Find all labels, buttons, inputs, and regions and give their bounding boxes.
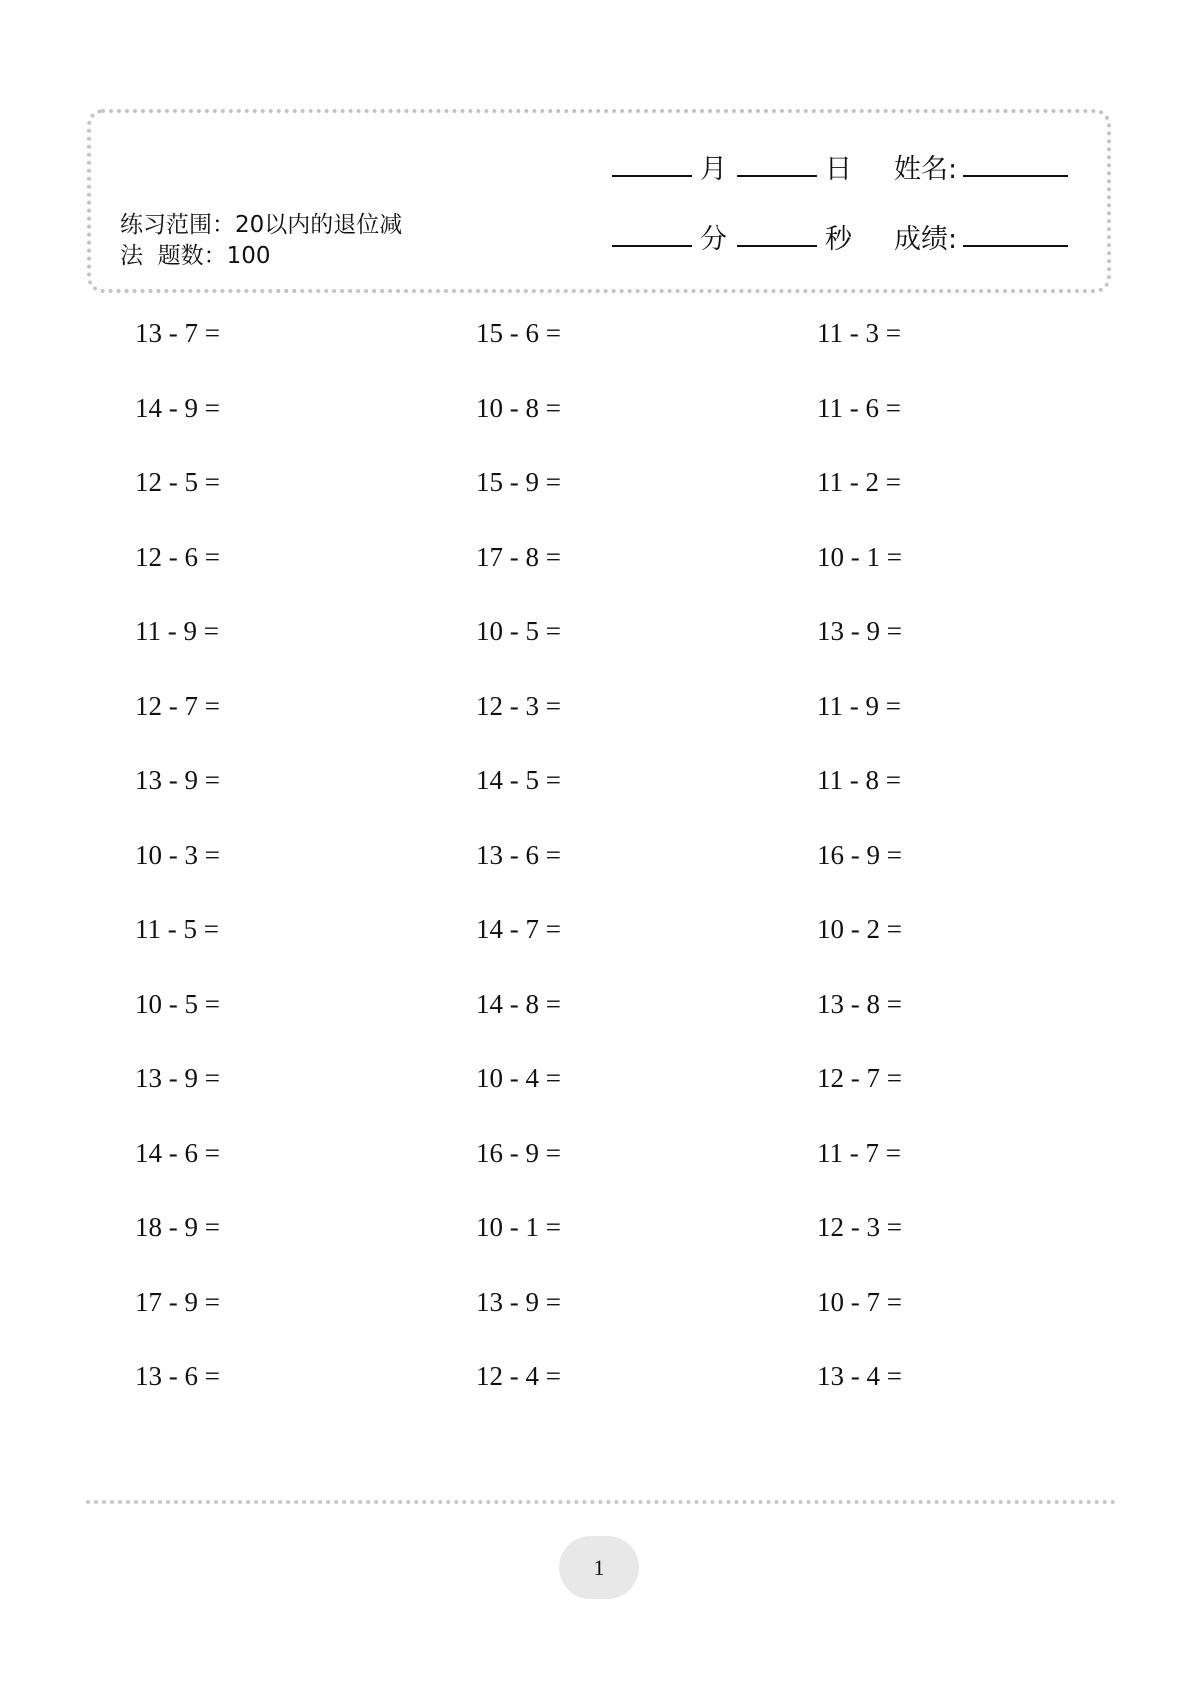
problem: 11 - 6 = — [817, 392, 901, 423]
date-name-row — [612, 146, 1068, 186]
problem: 14 - 9 = — [135, 392, 220, 423]
problem: 17 - 9 = — [135, 1286, 220, 1317]
problem: 13 - 9 = — [476, 1286, 561, 1317]
problem: 18 - 9 = — [135, 1212, 220, 1242]
problem: 12 - 3 = — [817, 1212, 902, 1242]
problem-row — [0, 984, 1191, 1059]
problem-row — [0, 835, 1191, 910]
range-line-2: 法 题数：100 — [120, 243, 271, 269]
problem-row — [0, 1058, 1191, 1133]
problem-row — [0, 1356, 1191, 1431]
problem: 11 - 5 = — [135, 914, 219, 944]
problem-row — [0, 313, 1191, 388]
problem: 11 - 9 = — [135, 616, 219, 646]
problem: 15 - 6 = — [476, 318, 561, 348]
problem: 13 - 7 = — [135, 318, 220, 348]
practice-range-info — [120, 210, 430, 272]
problem: 10 - 8 = — [476, 392, 561, 423]
problem: 13 - 6 = — [476, 839, 561, 870]
problem: 14 - 7 = — [476, 914, 561, 944]
problem: 11 - 3 = — [817, 318, 901, 348]
problem-row — [0, 1133, 1191, 1208]
problem: 10 - 3 = — [135, 839, 220, 870]
problem: 12 - 7 = — [817, 1063, 902, 1093]
problem-row — [0, 1207, 1191, 1282]
footer-divider — [86, 1500, 1116, 1504]
second-label: 秒 — [825, 224, 852, 255]
problem: 14 - 8 = — [476, 988, 561, 1019]
problem: 13 - 8 = — [817, 988, 902, 1019]
problem-row — [0, 537, 1191, 612]
second-blank[interactable] — [737, 245, 817, 247]
problem: 13 - 9 = — [135, 765, 220, 795]
problem-row — [0, 611, 1191, 686]
problem: 13 - 4 = — [817, 1361, 902, 1391]
minute-label: 分 — [700, 224, 727, 255]
problem: 12 - 3 = — [476, 690, 561, 721]
problem: 15 - 9 = — [476, 467, 561, 497]
problem: 10 - 2 = — [817, 914, 902, 944]
problem-grid — [0, 313, 1191, 1431]
minute-blank[interactable] — [612, 245, 692, 247]
problem: 12 - 4 = — [476, 1361, 561, 1391]
problem: 10 - 1 = — [817, 541, 902, 572]
problem-row — [0, 760, 1191, 835]
problem-row — [0, 388, 1191, 463]
problem: 17 - 8 = — [476, 541, 561, 572]
problem: 11 - 9 = — [817, 690, 901, 721]
problem: 13 - 9 = — [817, 616, 902, 646]
page-number: 1 — [559, 1536, 639, 1599]
problem-row — [0, 909, 1191, 984]
month-blank[interactable] — [612, 175, 692, 177]
problem: 11 - 8 = — [817, 765, 901, 795]
day-blank[interactable] — [737, 175, 817, 177]
problem: 12 - 5 = — [135, 467, 220, 497]
problem: 10 - 7 = — [817, 1286, 902, 1317]
problem: 14 - 6 = — [135, 1137, 220, 1168]
problem: 12 - 6 = — [135, 541, 220, 572]
time-score-row — [612, 216, 1068, 256]
problem: 14 - 5 = — [476, 765, 561, 795]
problem: 13 - 9 = — [135, 1063, 220, 1093]
name-blank[interactable] — [963, 175, 1068, 177]
problem-row — [0, 686, 1191, 761]
problem: 11 - 7 = — [817, 1137, 901, 1168]
range-line-1: 练习范围：20以内的退位减 — [120, 212, 403, 238]
problem-row — [0, 1282, 1191, 1357]
problem: 10 - 4 = — [476, 1063, 561, 1093]
problem: 16 - 9 = — [817, 839, 902, 870]
month-label: 月 — [700, 154, 727, 185]
problem: 11 - 2 = — [817, 467, 901, 497]
problem: 12 - 7 = — [135, 690, 220, 721]
name-label: 姓名: — [894, 154, 958, 185]
problem-row — [0, 462, 1191, 537]
problem: 10 - 5 = — [476, 616, 561, 646]
problem: 10 - 5 = — [135, 988, 220, 1019]
day-label: 日 — [825, 154, 852, 185]
score-label: 成绩: — [894, 224, 958, 255]
problem: 16 - 9 = — [476, 1137, 561, 1168]
problem: 10 - 1 = — [476, 1212, 561, 1242]
problem: 13 - 6 = — [135, 1361, 220, 1391]
score-blank[interactable] — [963, 245, 1068, 247]
